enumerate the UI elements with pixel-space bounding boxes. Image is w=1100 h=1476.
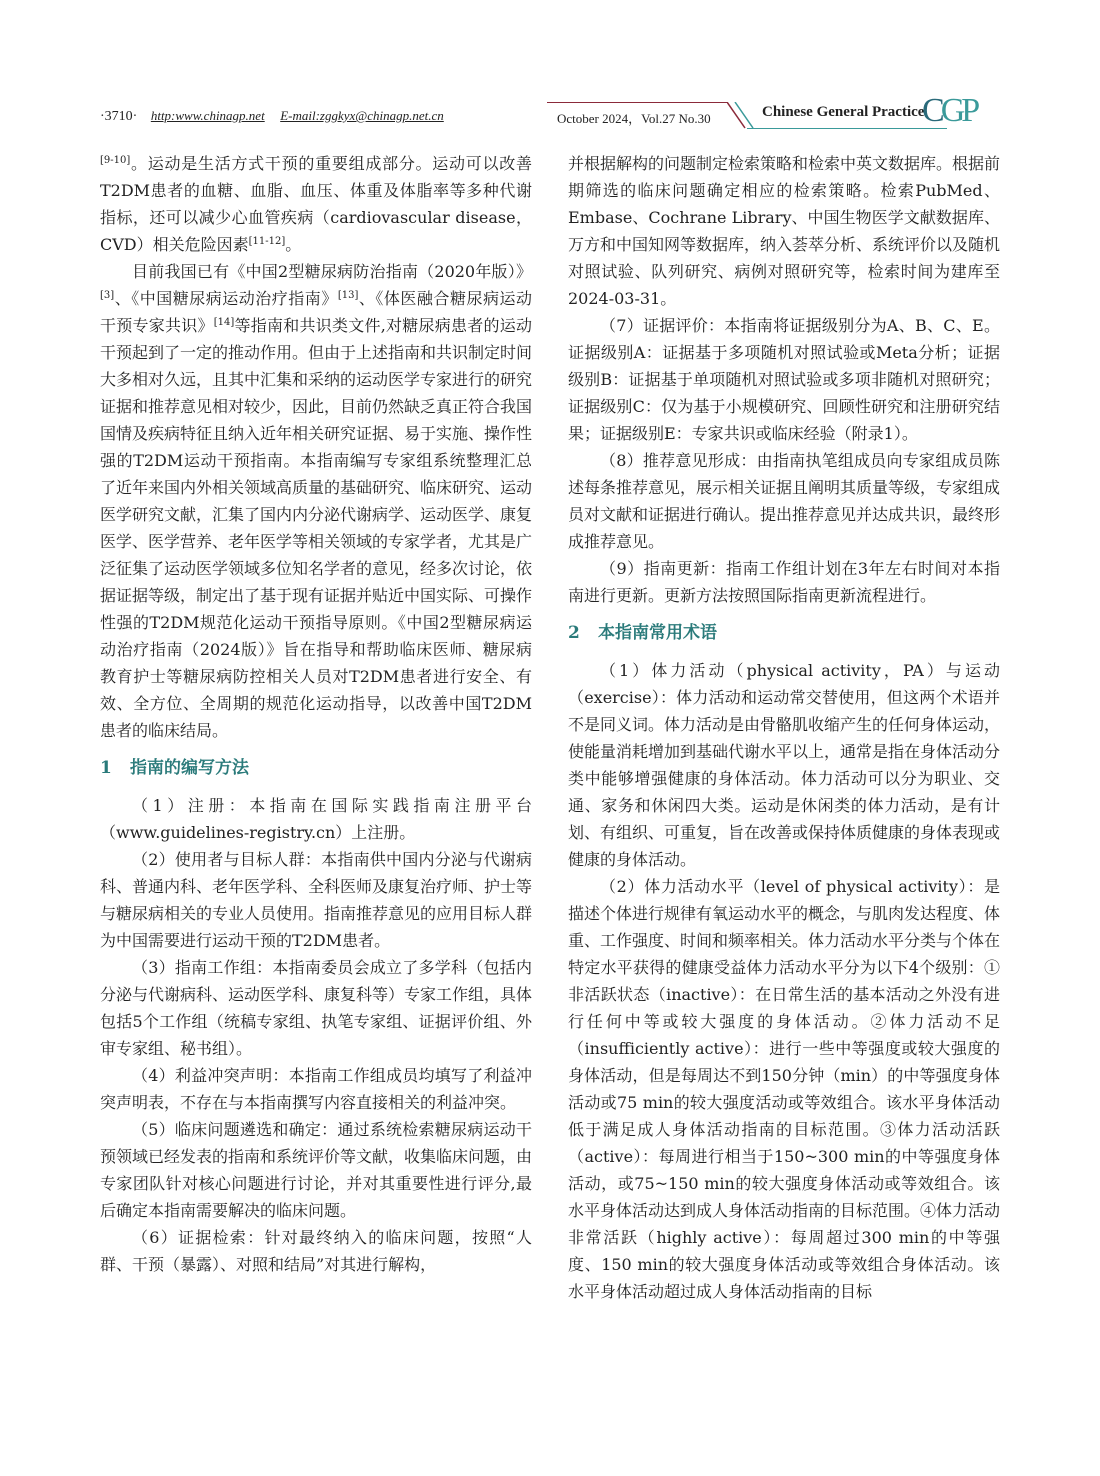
section-heading-2: 2 本指南常用术语 bbox=[568, 623, 717, 643]
citation: [11-12] bbox=[248, 236, 286, 247]
term-definition: （1）体力活动（physical activity，PA）与运动（exercise）：体力活动和运动常交替使用，但这两个术语并不是同义词。体力活动是由骨骼肌收缩产生的任何身体运动，使能量消耗增加到基础代谢水平以上，通常是指在身体活动分类中能够增强健康的身体活动。体力活动可以分为职业、交通、家务和休闲四大类。运动是休闲类的体力活动，是有计划、有组织、可重复，旨在改善或保持体质健康的身体表现或健康的身体活动。 bbox=[568, 661, 1001, 869]
issue-date: October 2024，Vol.27 No.30 bbox=[557, 111, 711, 126]
citation: [9-10] bbox=[100, 155, 131, 166]
method-item: （4）利益冲突声明：本指南工作组成员均填写了利益冲突声明表，不存在与本指南撰写内容直接相关的利益冲突。 bbox=[100, 1066, 532, 1112]
journal-email[interactable]: E-mail:zggkyx@chinagp.net.cn bbox=[280, 108, 444, 123]
header-divider-slash bbox=[727, 102, 755, 130]
method-item: （8）推荐意见形成：由指南执笔组成员向专家组成员陈述每条推荐意见，展示相关证据且阐明其质量等级，专家组成员对文献和证据进行确认。提出推荐意见并达成共识，最终形成推荐意见。 bbox=[568, 451, 1001, 551]
journal-url[interactable]: http:www.chinagp.net bbox=[150, 108, 265, 123]
right-column bbox=[568, 150, 1000, 1305]
paragraph-background: 目前我国已有《中国2型糖尿病防治指南（2020年版）》[3]、《中国糖尿病运动治疗指南》[13]、《体医融合糖尿病运动干预专家共识》[14]等指南和共识类文件,对糖尿病患者的运动干预起到了一定的推动作用。但由于上述指南和共识制定时间大多相对久远，且其中汇集和采纳的运动医学专家进行的研究证据和推荐意见相对较少，因此，目前仍然缺乏真正符合我国国情及疾病特征且纳入近年相关研究证据、易于实施、操作性强的T2DM运动干预指南。本指南编写专家组系统整理汇总了近年来国内外相关领域高质量的基础研究、临床研究、运动医学研究文献，汇集了国内内分泌代谢病学、运动医学、康复医学、医学营养、老年医学等相关领域的专家学者，尤其是广泛征集了运动医学领域多位知名学者的意见，经多次讨论，依据证据等级，制定出了基于现有证据并贴近中国实际、可操作性强的T2DM规范化运动干预指导原则。《中国2型糖尿病运动治疗指南（2024版）》旨在指导和帮助临床医师、糖尿病教育护士等糖尿病防控相关人员对T2DM患者进行安全、有效、全方位、全周期的规范化运动指导，以改善中国T2DM患者的临床结局。 bbox=[100, 262, 533, 740]
header-left bbox=[100, 108, 444, 125]
journal-name: Chinese General Practice bbox=[762, 104, 925, 120]
method-item: （9）指南更新：指南工作组计划在3年左右时间对本指南进行更新。更新方法按照国际指南更新流程进行。 bbox=[568, 559, 1000, 605]
journal-logo: CGP bbox=[922, 92, 977, 129]
method-item: （1）注册：本指南在国际实践指南注册平台（www.guidelines-registry.cn）上注册。 bbox=[100, 796, 532, 842]
paragraph-search-cont: 并根据解构的问题制定检索策略和检索中英文数据库。根据前期筛选的临床问题确定相应的检索策略。检索PubMed、Embase、Cochrane Library、中国生物医学文献数据库、万方和中国知网等数据库，纳入荟萃分析、系统评价以及随机对照试验、队列研究、病例对照研究等，检索时间为建库至2024-03-31。 bbox=[568, 154, 1001, 308]
running-header bbox=[100, 92, 1000, 130]
header-right bbox=[547, 92, 1000, 130]
header-rule-teal bbox=[747, 128, 947, 129]
method-item: （7）证据评价：本指南将证据级别分为A、B、C、E。证据级别A：证据基于多项随机对照试验或Meta分析；证据级别B：证据基于单项随机对照试验或多项非随机对照研究；证据级别C：仅为基于小规模研究、回顾性研究和注册研究结果；证据级别E：专家共识或临床经验（附录1）。 bbox=[568, 316, 1000, 443]
section-heading-1: 1 指南的编写方法 bbox=[100, 758, 249, 778]
citation: [13] bbox=[337, 290, 359, 301]
paragraph-intro-cont: [9-10]。运动是生活方式干预的重要组成部分。运动可以改善T2DM患者的血糖、血脂、血压、体重及体脂率等多种代谢指标，还可以减少心血管疾病（cardiovascular disease，CVD）相关危险因素[11-12]。 bbox=[100, 154, 532, 254]
method-item: （6）证据检索：针对最终纳入的临床问题，按照“人群、干预（暴露）、对照和结局”对其进行解构， bbox=[100, 1228, 532, 1274]
citation: [3] bbox=[100, 290, 115, 301]
method-item: （2）使用者与目标人群：本指南供中国内分泌与代谢病科、普通内科、老年医学科、全科医师及康复治疗师、护士等与糖尿病相关的专业人员使用。指南推荐意见的应用目标人群为中国需要进行运动干预的T2DM患者。 bbox=[100, 850, 533, 950]
page-number: ·3710· bbox=[100, 109, 138, 124]
left-column bbox=[100, 150, 532, 1278]
term-definition: （2）体力活动水平（level of physical activity）：是描述个体进行规律有氧运动水平的概念，与肌肉发达程度、体重、工作强度、时间和频率相关。体力活动水平分类与个体在特定水平获得的健康受益体力活动水平分为以下4个级别：①非活跃状态（inactive）：在日常生活的基本活动之外没有进行任何中等或较大强度的身体活动。②体力活动不足（insufficiently active）：进行一些中等强度或较大强度的身体活动，但是每周达不到150分钟（min）的中等强度身体活动或75 min的较大强度活动或等效组合。该水平身体活动低于满足成人身体活动指南的目标范围。③体力活动活跃（active）：每周进行相当于150~300 min的中等强度身体活动，或75~150 min的较大强度身体活动或等效组合。该水平身体活动达到成人身体活动指南的目标范围。④体力活动非常活跃（highly active）：每周超过300 min的中等强度、150 min的较大强度身体活动或等效组合身体活动。该水平身体活动超过成人身体活动指南的目标 bbox=[568, 877, 1001, 1301]
method-item: （5）临床问题遴选和确定：通过系统检索糖尿病运动干预领域已经发表的指南和系统评价等文献，收集临床问题，由专家团队针对核心问题进行讨论，并对其重要性进行评分,最后确定本指南需要解决的临床问题。 bbox=[100, 1120, 533, 1220]
method-item: （3）指南工作组：本指南委员会成立了多学科（包括内分泌与代谢病科、运动医学科、康复科等）专家工作组，具体包括5个工作组（统稿专家组、执笔专家组、证据评价组、外审专家组、秘书组）。 bbox=[100, 958, 533, 1058]
citation: [14] bbox=[213, 317, 235, 328]
header-rule-red bbox=[547, 102, 727, 103]
